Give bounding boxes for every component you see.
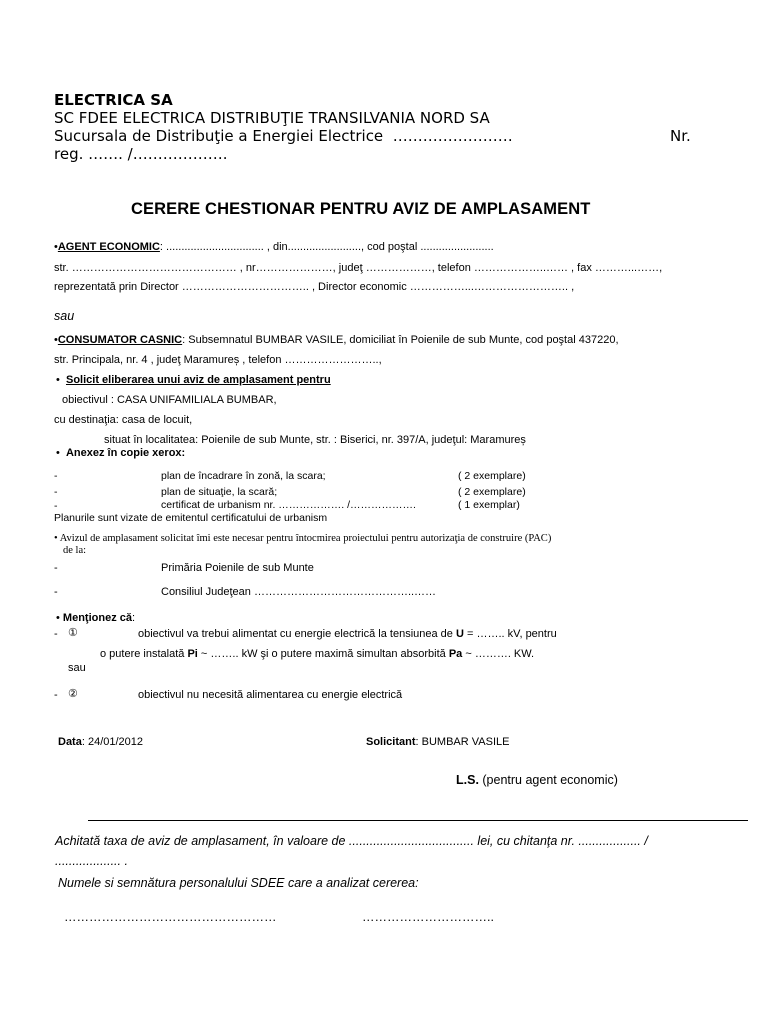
pac-dash-2: -	[54, 586, 58, 598]
pac-line-2: de la:	[63, 545, 87, 556]
annex-item-3: certificat de urbanism nr. ………………. /……………….	[161, 499, 416, 511]
request-label: Solicit eliberarea unui aviz de amplasament pentru	[65, 374, 331, 386]
staff-line: Numele si semnătura personalului SDEE care a analizat cererea:	[58, 876, 419, 890]
request-location: situat în localitatea: Poienile de sub Munte, str. : Biserici, nr. 397/A, judeţul: Maramureș	[104, 434, 526, 446]
mention-heading	[56, 612, 135, 625]
voltage-symbol: U	[455, 628, 464, 640]
nr-label: Nr.	[670, 127, 691, 145]
branch-name	[54, 127, 513, 145]
agent-line-1	[54, 241, 494, 254]
signature-line-1: ……………………………………………	[64, 910, 277, 924]
option-1-text-b: = …….. kV, pentru	[463, 628, 557, 640]
agent-line-3: reprezentată prin Director …………………………….. , Director economic ……………...…………………….. ,	[54, 281, 575, 293]
option-1-power-line	[100, 648, 534, 661]
annex-label: Anexez în copie xerox:	[65, 447, 186, 459]
option-2-dash: -	[54, 689, 58, 701]
annex-note: Planurile sunt vizate de emitentul certificatului de urbanism	[54, 512, 328, 524]
solicitant-field	[366, 736, 509, 749]
annex-dash-2: -	[54, 486, 58, 498]
annex-item-1: plan de încadrare în zonă, la scara;	[161, 470, 326, 482]
option-2-mark-icon: ②	[68, 688, 78, 700]
date-value: : 24/01/2012	[81, 736, 144, 748]
consumer-bullet: •	[54, 334, 58, 346]
section-divider	[88, 820, 748, 821]
reg-line: reg. ……. /……………….	[54, 145, 228, 163]
mention-label: Menţionez că	[62, 612, 132, 624]
option-1-dash: -	[54, 628, 58, 640]
annex-count-3: ( 1 exemplar)	[458, 499, 520, 511]
annex-bullet: •	[56, 447, 60, 459]
pac-line-1: • Avizul de amplasament solicitat îmi este necesar pentru întocmirea proiectului pentru autorizaţia de construire (PAC)	[54, 533, 552, 544]
consumer-line-1	[54, 334, 619, 347]
power-text-b: ~ …….. kW şi o putere maximă simultan absorbită	[197, 648, 449, 660]
agent-line-2: str. ……………………………………… , nr…………………, judeţ ………………, telefon ………………..…… , fax ………...……,	[54, 262, 663, 274]
sau-separator: sau	[54, 309, 75, 323]
division-name: SC FDEE ELECTRICA DISTRIBUŢIE TRANSILVANIA NORD SA	[54, 109, 490, 127]
solicitant-label: Solicitant	[366, 736, 416, 748]
annex-dash-1: -	[54, 470, 58, 482]
power-text-c: ~ ………. KW.	[462, 648, 535, 660]
company-name: ELECTRICA SA	[54, 91, 173, 109]
annex-dash-3: -	[54, 500, 58, 512]
consumer-line-2: str. Principala, nr. 4 , judeţ Maramureș , telefon ……………………..,	[54, 354, 382, 366]
option-1-mark-icon: ①	[68, 627, 78, 639]
fee-line-1: Achitată taxa de aviz de amplasament, în valoare de .................................... lei, cu chitanţa nr. .................. /	[55, 834, 648, 848]
request-heading	[56, 374, 331, 387]
signature-line-2: …………………………..	[362, 910, 494, 924]
annex-count-2: ( 2 exemplare)	[458, 486, 526, 498]
mention-bullet: •	[56, 612, 60, 624]
agent-line1-text: : ................................ , din........................, cod poştal ........................	[159, 241, 494, 253]
pac-item-1: Primăria Poienile de sub Munte	[161, 562, 314, 574]
option-1-text	[138, 628, 557, 641]
installed-power-symbol: Pi	[187, 648, 198, 660]
ls-note: (pentru agent economic)	[478, 773, 618, 787]
consumer-label: CONSUMATOR CASNIC	[57, 334, 183, 346]
mention-colon: :	[132, 612, 136, 624]
annex-count-1: ( 2 exemplare)	[458, 470, 526, 482]
annex-item-2: plan de situaţie, la scară;	[161, 486, 278, 498]
option-2-text: obiectivul nu necesită alimentarea cu energie electrică	[138, 689, 403, 701]
pac-dash-1: -	[54, 562, 58, 574]
fee-line-2: ................... .	[55, 854, 128, 868]
ls-label: L.S.	[456, 773, 479, 787]
absorbed-power-symbol: Pa	[448, 648, 463, 660]
pac-item-2: Consiliul Judeţean ……………………………………..……	[161, 586, 437, 598]
branch-dots: ……………………	[392, 127, 513, 145]
option-1-text-a: obiectivul va trebui alimentat cu energie electrică la tensiunea de	[138, 628, 456, 640]
document-title: CERERE CHESTIONAR PENTRU AVIZ DE AMPLASAMENT	[131, 200, 591, 218]
branch-label: Sucursala de Distribuţie a Energiei Electrice	[54, 127, 384, 145]
consumer-line1-text: : Subsemnatul BUMBAR VASILE, domiciliat în Poienile de sub Munte, cod poştal 437220,	[182, 334, 619, 346]
request-objective: obiectivul : CASA UNIFAMILIALA BUMBAR,	[62, 394, 277, 406]
power-text-a: o putere instalată	[100, 648, 188, 660]
ls-field	[456, 773, 618, 788]
agent-label: AGENT ECONOMIC	[57, 241, 160, 253]
request-bullet: •	[56, 374, 60, 386]
date-field	[58, 736, 143, 749]
request-destination: cu destinaţia: casa de locuit,	[54, 414, 193, 426]
agent-bullet: •	[54, 241, 58, 253]
date-label: Data	[58, 736, 82, 748]
solicitant-value: : BUMBAR VASILE	[415, 736, 510, 748]
annex-heading	[56, 447, 185, 460]
option-sau: sau	[68, 662, 86, 674]
